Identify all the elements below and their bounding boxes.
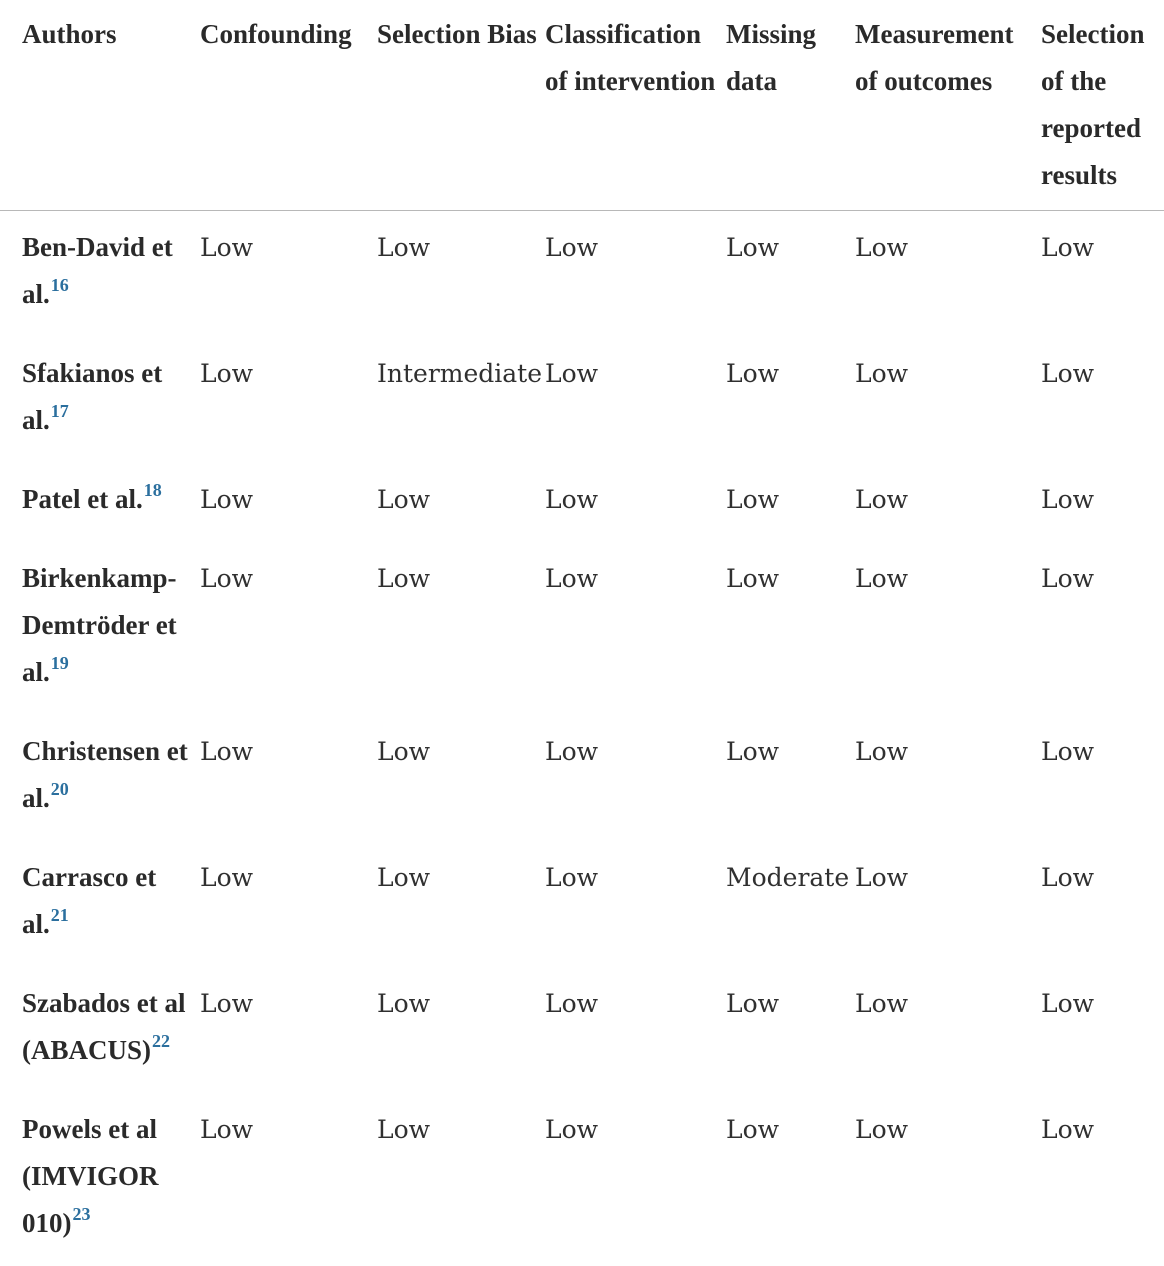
author-cell <box>0 1093 200 1266</box>
rating-cell: Low <box>545 463 726 542</box>
rating-cell: Low <box>1041 337 1164 463</box>
rating-cell: Low <box>726 715 855 841</box>
author-name: Patel et al. <box>22 484 143 514</box>
rating-cell: Low <box>855 841 1041 967</box>
author-cell <box>0 841 200 967</box>
header-missing-data: Missing data <box>726 0 855 211</box>
rating-cell: Low <box>545 841 726 967</box>
table-row <box>0 841 1164 967</box>
reference-link[interactable]: 23 <box>73 1204 91 1224</box>
rating-cell: Low <box>545 337 726 463</box>
reference-link[interactable]: 22 <box>152 1031 170 1051</box>
rating-cell: Low <box>1041 463 1164 542</box>
rating-cell: Low <box>377 841 545 967</box>
header-authors: Authors <box>0 0 200 211</box>
reference-link[interactable]: 17 <box>51 401 69 421</box>
rating-cell: Low <box>855 463 1041 542</box>
header-selection-bias: Selection Bias <box>377 0 545 211</box>
rating-cell: Low <box>200 967 377 1093</box>
author-name: Carrasco et al. <box>22 862 156 939</box>
author-cell <box>0 967 200 1093</box>
author-name: Birkenkamp-Demtröder et al. <box>22 563 177 687</box>
reference-link[interactable]: 18 <box>144 480 162 500</box>
rating-cell: Low <box>200 337 377 463</box>
rating-cell: Low <box>726 211 855 338</box>
header-confounding: Confounding <box>200 0 377 211</box>
rating-cell: Low <box>726 463 855 542</box>
header-classification-of-intervention: Classification of intervention <box>545 0 726 211</box>
rating-cell: Low <box>1041 211 1164 338</box>
rating-cell: Low <box>855 542 1041 715</box>
rating-cell: Low <box>200 542 377 715</box>
rating-cell: Low <box>855 1093 1041 1266</box>
rating-cell: Low <box>377 1093 545 1266</box>
author-cell <box>0 337 200 463</box>
header-measurement-of-outcomes: Measurement of outcomes <box>855 0 1041 211</box>
author-cell <box>0 463 200 542</box>
rating-cell: Low <box>200 463 377 542</box>
table-row <box>0 967 1164 1093</box>
table-row <box>0 463 1164 542</box>
author-name: Szabados et al (ABACUS) <box>22 988 186 1065</box>
rating-cell: Low <box>726 337 855 463</box>
author-name: Sfakianos et al. <box>22 358 162 435</box>
author-name: Powels et al (IMVIGOR 010) <box>22 1114 159 1238</box>
rating-cell: Low <box>200 1093 377 1266</box>
table-header-row <box>0 0 1164 211</box>
rating-cell: Low <box>200 841 377 967</box>
rating-cell: Low <box>855 967 1041 1093</box>
reference-link[interactable]: 16 <box>51 275 69 295</box>
rating-cell: Low <box>726 1093 855 1266</box>
table-row <box>0 211 1164 338</box>
rating-cell: Low <box>377 463 545 542</box>
rating-cell: Low <box>377 211 545 338</box>
rating-cell: Low <box>855 211 1041 338</box>
rating-cell: Low <box>545 715 726 841</box>
rating-cell: Low <box>726 967 855 1093</box>
rating-cell: Low <box>200 715 377 841</box>
rating-cell: Low <box>1041 715 1164 841</box>
rating-cell: Low <box>377 967 545 1093</box>
author-cell <box>0 542 200 715</box>
rating-cell: Low <box>1041 1093 1164 1266</box>
rating-cell: Low <box>1041 967 1164 1093</box>
reference-link[interactable]: 19 <box>51 653 69 673</box>
table-body <box>0 211 1164 1266</box>
rating-cell: Low <box>377 542 545 715</box>
rating-cell: Moderate <box>726 841 855 967</box>
header-selection-of-reported-results: Selection of the reported results <box>1041 0 1164 211</box>
author-name: Ben-David et al. <box>22 232 173 309</box>
rating-cell: Low <box>855 715 1041 841</box>
author-name: Christensen et al. <box>22 736 188 813</box>
author-cell <box>0 715 200 841</box>
rating-cell: Low <box>545 1093 726 1266</box>
rating-cell: Intermediate <box>377 337 545 463</box>
rating-cell: Low <box>855 337 1041 463</box>
author-cell <box>0 211 200 338</box>
rating-cell: Low <box>726 542 855 715</box>
rating-cell: Low <box>545 542 726 715</box>
rating-cell: Low <box>377 715 545 841</box>
table-row <box>0 715 1164 841</box>
rating-cell: Low <box>545 967 726 1093</box>
rating-cell: Low <box>1041 841 1164 967</box>
table-row <box>0 1093 1164 1266</box>
table-row <box>0 542 1164 715</box>
reference-link[interactable]: 21 <box>51 905 69 925</box>
reference-link[interactable]: 20 <box>51 779 69 799</box>
rating-cell: Low <box>545 211 726 338</box>
rating-cell: Low <box>1041 542 1164 715</box>
table-row <box>0 337 1164 463</box>
rating-cell: Low <box>200 211 377 338</box>
